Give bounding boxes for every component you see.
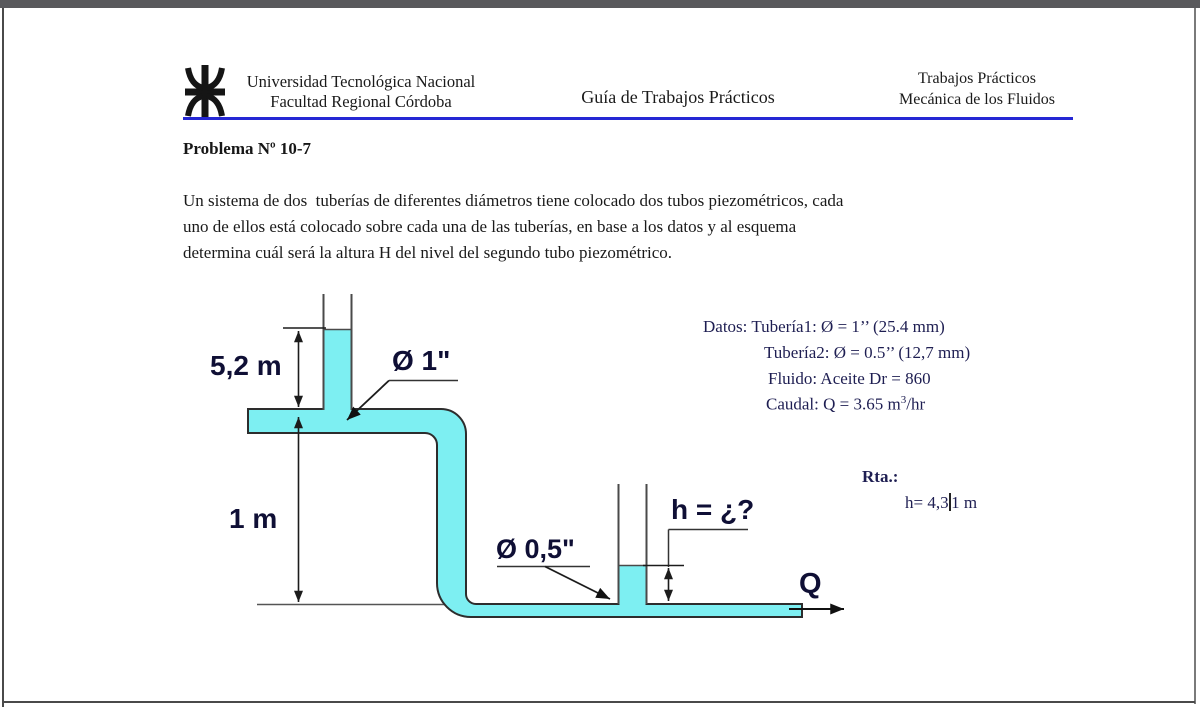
problem-title: Problema Nº 10-7 [183, 139, 312, 158]
faculty-name: Facultad Regional Córdoba [270, 92, 452, 111]
answer-label: Rta.: [862, 467, 899, 486]
statement-line-1: Un sistema de dos tuberías de diferentes diámetros tiene colocado dos tubos piezométricos, cada [183, 191, 844, 210]
label-elevation: 1 m [229, 503, 278, 534]
header-guide-title: Guía de Trabajos Prácticos [581, 87, 775, 107]
course-line1: Trabajos Prácticos [917, 70, 1037, 87]
data-line-pipe1: Datos: Tubería1: Ø = 1’’ (25.4 mm) [703, 317, 945, 336]
flowrate-prefix: Caudal: Q = 3.65 m [766, 394, 901, 414]
flowrate-exponent: 3 [900, 394, 907, 406]
leader-d2-arrow [545, 567, 610, 600]
statement-line-3: determina cuál será la altura H del nivel del segundo tubo piezométrico. [183, 243, 673, 262]
answer-after-cursor: 1 m [951, 493, 978, 512]
label-flow: Q [799, 568, 822, 600]
label-unknown-height: h = ¿? [671, 494, 755, 525]
piezometer1-water [325, 329, 351, 413]
label-pipe1-diameter: Ø 1" [392, 345, 451, 376]
course-line2: Mecánica de los Fluidos [899, 91, 1055, 108]
answer-before-cursor: h= 4,3 [905, 493, 949, 512]
data-line-pipe2: Tubería2: Ø = 0.5’’ (12,7 mm) [764, 343, 971, 362]
flowrate-suffix: /hr [906, 394, 926, 414]
statement-line-2: uno de ellos está colocado sobre cada una de las tuberías, en base a los datos y al esquema [183, 217, 797, 236]
label-pipe2-diameter: Ø 0,5" [496, 534, 575, 564]
data-line-fluid: Fluido: Aceite Dr = 860 [768, 369, 931, 388]
label-piezo1-height: 5,2 m [210, 350, 282, 381]
university-name: Universidad Tecnológica Nacional [246, 72, 476, 91]
piezometer2-water [620, 565, 646, 607]
